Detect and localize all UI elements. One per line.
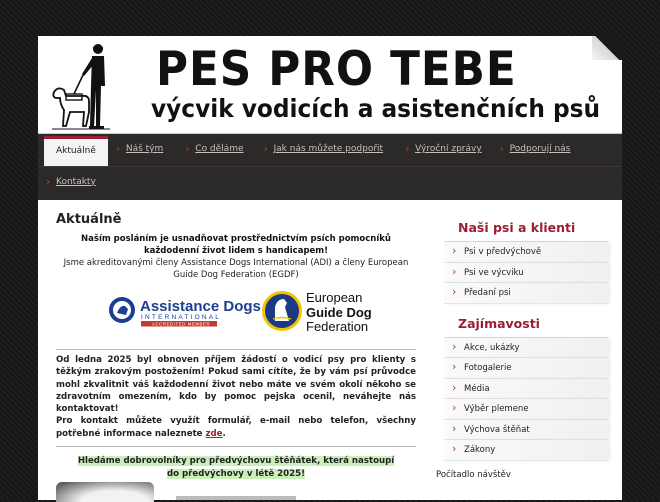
news-text: Od ledna 2025 byl obnoven příjem žádostí o vodicí psy pro klienty s těžkým zrakovým postožením! Pokud sami cítíte, že by vám psí průvodce mohl zkvalitnit váš každodenní život nebo máte ve svém okolí někoho se zdravotním omezením, kdo by pomoc pejska ocenil, neváhejte nás kontaktovat!: [56, 355, 416, 415]
visit-counter-label: Počítadlo návštěv: [436, 469, 511, 480]
sidebar-item-media[interactable]: › Média: [444, 379, 608, 400]
egdf-logo[interactable]: [262, 287, 372, 335]
sidebar: [436, 216, 608, 480]
egdf-logo-line2: Guide Dog: [306, 305, 372, 320]
nav-item-co-delame[interactable]: › Co děláme: [181, 134, 253, 166]
partner-logos: [56, 287, 416, 339]
nav-item-jak-podporit[interactable]: › Jak nás můžete podpořit: [260, 134, 394, 166]
egdf-logo-line1: European: [306, 290, 363, 305]
adi-logo-line2: INTERNATIONAL: [141, 314, 222, 321]
site-subtitle: výcvik vodicích a asistenčních psů: [151, 94, 601, 123]
puppy-photo[interactable]: [56, 482, 154, 502]
site-header: [38, 36, 622, 134]
sidebar-item-zakony[interactable]: › Zákony: [444, 440, 608, 461]
divider: [56, 349, 416, 350]
sidebar-item-vyber-plemene[interactable]: › Výběr plemene: [444, 399, 608, 420]
cut-off-text: [176, 496, 296, 500]
sidebar-item-vychova-stenat[interactable]: › Výchova štěňat: [444, 420, 608, 441]
nav-item-nas-tym[interactable]: › Náš tým: [112, 134, 173, 166]
sidebar-title-dogs: Naši psi a klienti: [458, 220, 576, 235]
sidebar-title-interests: Zajímavosti: [458, 315, 540, 331]
sidebar-item-predani-psi[interactable]: › Předaní psi: [444, 283, 608, 304]
sidebar-item-psi-ve-vycviku[interactable]: › Psi ve výcviku: [444, 263, 608, 284]
main-nav: [38, 134, 622, 200]
page: [38, 36, 622, 500]
mission-statement: Naším posláním je usnadňovat prostřednictvím psích pomocníků každodenní život lidem s handicapem!: [81, 234, 391, 256]
volunteer-text: Hledáme dobrovolníky pro předvýchovu štěňátek, která nastoupí do předvýchovy v létě 2025!: [77, 456, 395, 480]
sidebar-list-interests: [444, 337, 608, 461]
page-title: Aktuálně: [56, 212, 122, 227]
contact-text: Pro kontakt můžete využít formulář, e-mail nebo telefon, všechny potřebné informace naleznete: [56, 416, 416, 439]
volunteer-announcement: [56, 455, 416, 481]
adi-logo[interactable]: [108, 293, 261, 327]
adi-logo-line3: ACCREDITED MEMBER: [152, 321, 211, 327]
nav-item-kontakty[interactable]: › Kontakty: [42, 167, 106, 199]
site-title: PES PRO TEBE: [156, 42, 517, 97]
nav-item-podporuji-nas[interactable]: › Podporují nás: [496, 134, 581, 166]
nav-row: [38, 166, 622, 198]
nav-item-vyrocni-zpravy[interactable]: › Výroční zprávy: [401, 134, 492, 166]
contact-link[interactable]: zde: [205, 428, 223, 439]
sidebar-item-psi-v-predvychove[interactable]: › Psi v předvýchově: [444, 242, 608, 263]
egdf-logo-line3: Federation: [306, 319, 369, 334]
news-paragraph: [56, 354, 416, 440]
accreditation-text: Jsme akreditovanými členy Assistance Dogs International (ADI) a členy European Guide Dog Federation (EGDF): [63, 258, 409, 280]
nav-item-aktualne[interactable]: Aktuálně: [44, 136, 108, 166]
adi-logo-name: Assistance Dogs: [140, 298, 261, 315]
main-content: [56, 212, 416, 481]
contact-end: .: [222, 428, 226, 439]
divider: [56, 446, 416, 447]
page-curl-decoration: [592, 36, 622, 60]
sidebar-list-dogs: [444, 241, 608, 304]
sidebar-item-akce[interactable]: › Akce, ukázky: [444, 338, 608, 359]
guide-dog-logo-icon: [48, 40, 114, 132]
sidebar-item-fotogalerie[interactable]: › Fotogalerie: [444, 358, 608, 379]
nav-row: [38, 134, 580, 166]
